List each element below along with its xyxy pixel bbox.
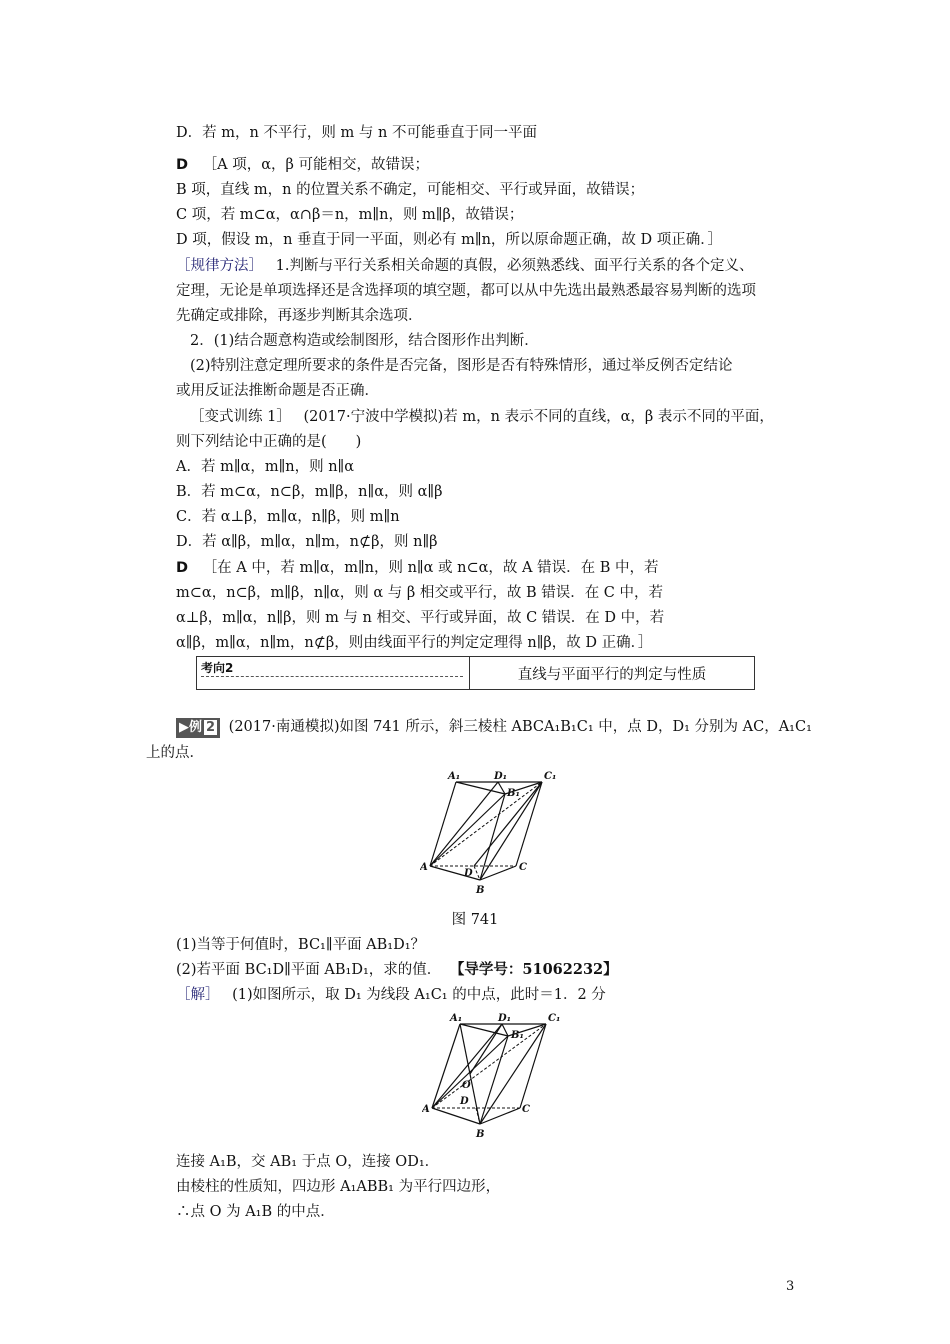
page-number: 3 — [786, 1279, 795, 1294]
method-text-2: 定理，无论是单项选择还是含选择项的填空题，都可以从中先选出最熟悉最容易判断的选项 — [176, 283, 756, 299]
fig2-label-a: A — [422, 1104, 430, 1115]
question-2-line — [176, 960, 618, 980]
fig2-label-b1: B₁ — [511, 1030, 524, 1041]
tail-text-1: 连接 A₁B，交 AB₁ 于点 O，连接 OD₁． — [176, 1154, 440, 1170]
topic-label: 考向2 — [201, 661, 234, 675]
prism-figure-2 — [422, 1010, 566, 1142]
fig2-label-c: C — [522, 1104, 530, 1115]
practice-option-c: C．若 α⊥β，m∥α，n∥β，则 m∥n — [176, 509, 400, 525]
method-point-2: 2．(1)结合题意构造或绘制图形，结合图形作出判断． — [190, 333, 539, 349]
method-line-1 — [176, 256, 753, 276]
topic-box — [196, 656, 755, 690]
practice-option-d: D．若 α∥β，m∥α，n∥m，n⊄β，则 n∥β — [176, 534, 438, 550]
answer-explanation-b: B 项，直线 m，n 的位置关系不确定，可能相交、平行或异面，故错误； — [176, 182, 645, 198]
answer-explanation-c: C 项，若 m⊂α，α∩β＝n，m∥n，则 m∥β，故错误； — [176, 207, 524, 223]
practice-answer-text-1: ［在 A 中，若 m∥α，m∥n，则 n∥α 或 n⊂α，故 A 错误．在 B 中，若 — [202, 560, 659, 576]
fig1-label-b1: B₁ — [507, 788, 520, 799]
fig2-label-c1: C₁ — [548, 1013, 561, 1024]
practice-text-1: (2017·宁波中学模拟)若 m，n 表示不同的直线，α，β 表示不同的平面， — [303, 409, 774, 425]
tail-text-3: ∴点 O 为 A₁B 的中点． — [176, 1204, 335, 1220]
practice-answer-text-4: α∥β，m∥α，n∥m，n⊄β，则由线面平行的判定定理得 n∥β，故 D 正确．］ — [176, 635, 653, 651]
fig2-label-a1: A₁ — [450, 1013, 463, 1024]
solution-text: (1)如图所示，取 D₁ 为线段 A₁C₁ 的中点，此时＝1．2 分 — [232, 987, 606, 1003]
prism-figure-1 — [420, 768, 560, 896]
fig1-label-b: B — [476, 885, 485, 896]
fig1-label-d: D — [464, 868, 473, 879]
practice-line-1 — [190, 407, 774, 427]
fig2-label-d: D — [460, 1096, 469, 1107]
method-tag: ［规律方法］ — [176, 258, 263, 274]
guide-number: 【导学号：51062232】 — [449, 961, 618, 978]
fig2-label-b: B — [476, 1129, 485, 1140]
example-text-2: 上的点． — [146, 745, 204, 761]
tail-text-2: 由棱柱的性质知，四边形 A₁ABB₁ 为平行四边形， — [176, 1179, 501, 1195]
method-point-2-2: (2)特别注意定理所要求的条件是否完备，图形是否有特殊情形，通过举反例否定结论 — [190, 358, 733, 374]
fig2-label-d1: D₁ — [498, 1013, 512, 1024]
option-d-text: D．若 m，n 不平行，则 m 与 n 不可能垂直于同一平面 — [176, 125, 537, 141]
fig2-label-o: O — [462, 1080, 471, 1091]
method-text-3: 先确定或排除，再逐步判断其余选项． — [176, 308, 423, 324]
topic-title: 直线与平面平行的判定与性质 — [517, 667, 707, 683]
question-2: (2)若平面 BC₁D∥平面 AB₁D₁，求的值． — [176, 962, 442, 978]
question-1: (1)当等于何值时，BC₁∥平面 AB₁D₁？ — [176, 937, 426, 953]
practice-tag: ［变式训练 1］ — [190, 409, 291, 425]
practice-answer-line-1 — [176, 558, 658, 578]
method-point-2-3: 或用反证法推断命题是否正确． — [176, 383, 379, 399]
fig1-label-c: C — [519, 862, 527, 873]
figure-caption: 图 741 — [451, 912, 499, 928]
example-text-1: (2017·南通模拟)如图 741 所示，斜三棱柱 ABCA₁B₁C₁ 中，点 D，D₁ 分别为 AC，A₁C₁ — [228, 719, 812, 735]
method-text-1: 1.判断与平行关系相关命题的真假，必须熟悉线、面平行关系的各个定义、 — [275, 258, 754, 274]
solution-line — [176, 985, 606, 1005]
answer-letter: D — [176, 157, 189, 173]
practice-option-b: B．若 m⊂α，n⊂β，m∥β，n∥α，则 α∥β — [176, 484, 443, 500]
answer-explanation-a: ［A 项，α，β 可能相交，故错误； — [202, 157, 430, 173]
topic-dash-line — [201, 676, 463, 677]
fig1-label-c1: C₁ — [544, 771, 557, 782]
fig1-label-d1: D₁ — [494, 771, 508, 782]
practice-text-2: 则下列结论中正确的是( ) — [176, 434, 362, 450]
answer-line-1 — [176, 155, 429, 175]
practice-answer-text-2: m⊂α，n⊂β，m∥β，n∥α，则 α 与 β 相交或平行，故 B 错误．在 C 中，若 — [176, 585, 664, 601]
example-tag: ▶例 2 — [176, 718, 220, 738]
practice-option-a: A．若 m∥α，m∥n，则 n∥α — [176, 459, 355, 475]
answer-explanation-d: D 项，假设 m，n 垂直于同一平面，则必有 m∥n，所以原命题正确，故 D 项正确．］ — [176, 232, 723, 248]
fig1-label-a: A — [420, 862, 428, 873]
practice-answer-text-3: α⊥β，m∥α，n∥β，则 m 与 n 相交、平行或异面，故 C 错误．在 D 中，若 — [176, 610, 665, 626]
example-line-1 — [176, 717, 812, 738]
practice-answer-letter: D — [176, 560, 189, 576]
fig1-label-a1: A₁ — [448, 771, 461, 782]
solution-tag: ［解］ — [176, 987, 220, 1003]
